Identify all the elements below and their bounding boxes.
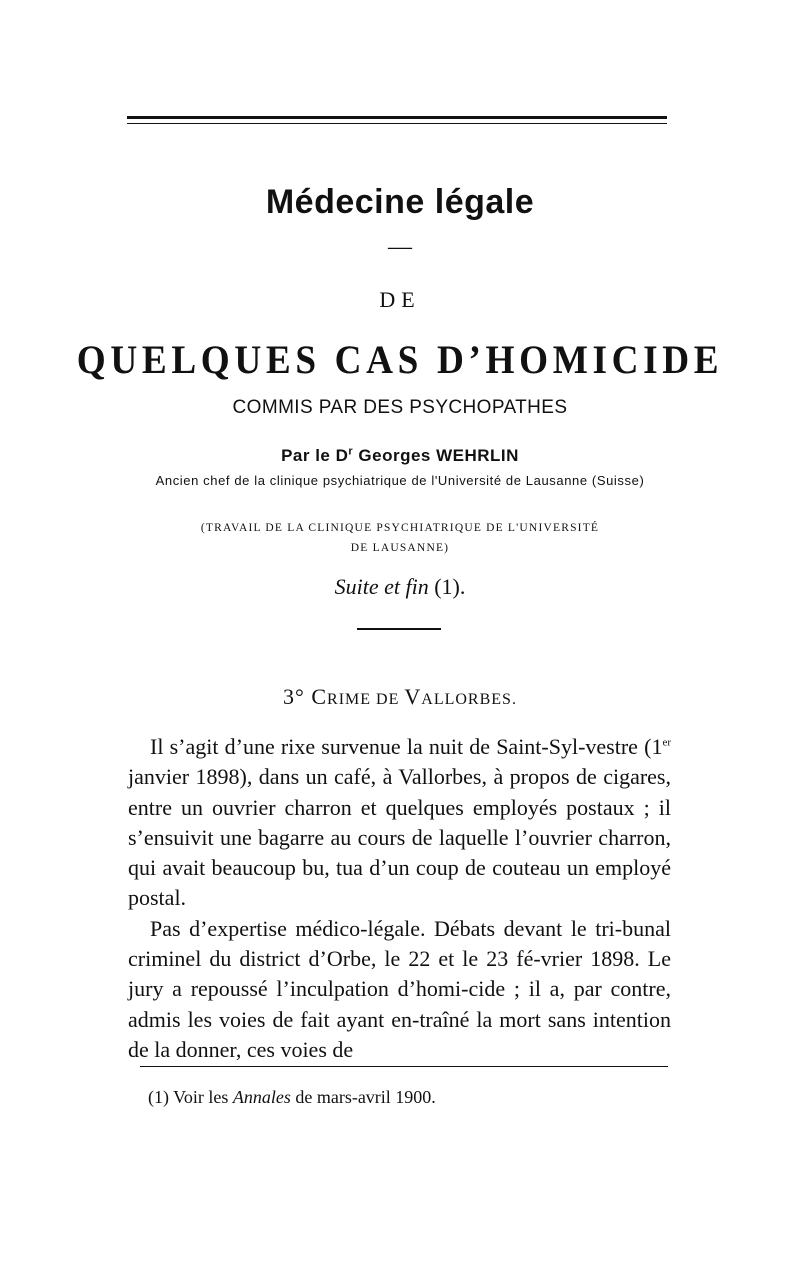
chapter-heading <box>0 684 800 710</box>
author-sup: r <box>348 445 354 458</box>
article-subtitle: COMMIS PAR DES PSYCHOPATHES <box>232 397 568 418</box>
preposition: DE <box>379 287 421 312</box>
author-line <box>0 446 800 466</box>
footnote-rest: de mars-avril 1900. <box>290 1087 436 1107</box>
article-body <box>128 732 671 1065</box>
mid-rule <box>357 628 441 630</box>
section-dash: — <box>388 234 412 260</box>
heading-c: C <box>311 684 328 709</box>
paragraph-1-part-a: Il s’agit d’une rixe survenue la nuit de Saint-Syl-vestre (1 <box>150 734 663 759</box>
travail-line-2: DE LAUSANNE) <box>350 542 450 554</box>
paragraph-1-part-b: janvier 1898), dans un café, à Vallorbes, à propos de cigares, entre un ouvrier charron et quelques employés postaux ; il s’ensuivit une bagarre au cours de laquelle l’ouvrier charron, qui avait beaucoup bu, tua d’un coup de couteau un employé postal. <box>128 764 671 911</box>
suite-et-fin <box>0 574 800 600</box>
author-name: Georges WEHRLIN <box>353 446 519 465</box>
travail-line-1: (TRAVAIL DE LA CLINIQUE PSYCHIATRIQUE DE L'UNIVERSITÉ <box>200 522 600 534</box>
heading-rime: RIME DE <box>327 691 405 708</box>
top-rule-thick <box>127 116 667 119</box>
top-rule-thin <box>127 123 667 124</box>
article-title: QUELQUES CAS D’HOMICIDE <box>76 337 724 382</box>
section-heading: Médecine légale <box>265 183 535 221</box>
suite-italic: Suite et fin <box>334 574 429 599</box>
paragraph-1 <box>128 732 671 914</box>
footnote-rule <box>140 1066 668 1067</box>
paragraph-2: Pas d’expertise médico-légale. Débats devant le tri-bunal criminel du district d’Orbe, le 22 et le 23 fé-vrier 1898. Le jury a repoussé l’inculpation d’homi-cide ; il a, par contre, admis les voies de fait ayant en-traîné la mort sans intention de la donner, ces voies de <box>128 915 671 1062</box>
suite-note: (1). <box>428 574 466 599</box>
footnote <box>148 1087 436 1108</box>
paragraph-1-sup: er <box>662 736 671 749</box>
heading-allorbes: ALLORBES. <box>421 691 517 708</box>
footnote-marker: (1) Voir les <box>148 1087 233 1107</box>
author-prefix: Par le D <box>281 446 349 465</box>
heading-number: 3° <box>283 684 312 709</box>
footnote-journal: Annales <box>232 1087 291 1107</box>
author-affiliation: Ancien chef de la clinique psychiatrique de l'Université de Lausanne (Suisse) <box>155 473 645 488</box>
heading-v: V <box>404 684 422 709</box>
